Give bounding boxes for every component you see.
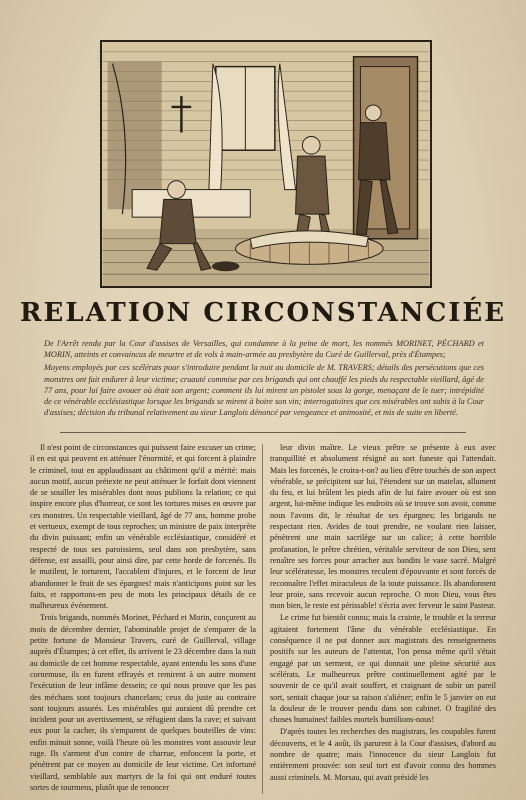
column-divider: [262, 444, 263, 794]
woodcut-illustration: [100, 40, 432, 288]
body-column-right: [270, 442, 496, 798]
body-paragraph: Il n'est point de circonstances qui puissent faire excuser un crime; il en est qui peuvent en atténuer l'énormité, et qui forcent à plaindre le criminel, tout en applaudissant au châtiment qu'il a mérité: mais aucun motif, aucun prétexte ne peut atténuer le forfait dont viennent de se souiller les misérables dont nous publions la relation; ce qui inspire encore plus d'horreur, ce sont les tortures mises en œuvre par ces monstres. Un respectable vieillard, âgé de 77 ans, homme probe et vertueux, exempt de tous reproches; un ministre de paix interprète du divin puissant; enfin un vénérable ecclésiastique, considéré et respecté de tous ses paroissiens, seul dans son presbytère, sans défense, est assailli, pour ainsi dire, par cette horde de forcenés. Ils le mutilent, le torturent, l'accablent d'injures, et le forcent de leur abandonner le fruit de ses épargnes! mais n'anticipons point sur les faits, et rapportons-en peu de mots les principaux détails de ce malheureux événement.: [30, 443, 256, 611]
summary-paragraph-2: Moyens employés par ces scélérats pour s'introduire pendant la nuit au domicile de M. TRAVERS; détails des persécutions que ces monstres ont fait endurer à leur victime; cruauté commise par ces brigands qui ont chauffé les pieds du respectable vieillard, âgé de 77 ans, pour lui faire avouer où était son argent; comment ils lui mirent un pistolet sous la gorge, menaçant de le tuer; intrépidité de ce vénérable ecclésiastique lorsque les brigands se mirent à boire son vin; interrogatoires que ces misérables ont subis à la Cour d'assises; décision du tribunal relativement au sieur Langlois dénoncé par vengeance et animosité, et mis de suite en liberté.: [44, 363, 484, 418]
document-summary: [44, 338, 484, 420]
body-paragraph: Le crime fut bientôt connu; mais la crainte, le trouble et la terreur agitaient fortement l'âme du vénérable ecclésiastique. En conséquence il ne put donner aux magistrats des renseignemens positifs sur les auteurs de l'attentat, l'on pensa même qu'il s'était engagé par un serment, ce qui donnait une pleine sécurité aux scélérats. Le malheureux prêtre continuellement agité par le souvenir de ce qu'il avait souffert, et craignant de subir un pareil sort, sentait chaque jour sa raison s'aliéner; enfin le 5 janvier on eut la douleur de le trouver pendu dans son cabinet. O fragilité des choses humaines! faibles mortels humilions-nous!: [270, 613, 496, 725]
summary-paragraph-1: De l'Arrêt rendu par la Cour d'assises de Versailles, qui condamne à la peine de mort, les nommés MORINET, PÉCHARD et MORIN, atteints et convaincus de meurtre et de vols à main-armée au presbytère du Curé de Guillerval, près d'Étampes;: [44, 339, 484, 360]
body-paragraph: Trois brigands, nommés Morinet, Péchard et Morin, conçurent au mois de décembre dernier, l'abominable projet de s'emparer de la petite fortune de Monsieur Travers, curé de Guillerval, village auprès d'Étampes; à cet effet, ils arrivent le 23 décembre dans la nuit au domicile de cet homme respectable, ayant entendu les sons d'une cornemuse, ils en furent effrayés et remirent à un autre moment l'exécution de leur infâme dessein; ce qui nous prouve que les pas des méchans sont toujours chancelans; ceux du juste au contraire sont toujours assurés. Les misérables qui auraient dû prendre cet incident pour un avertissement, se réfugient dans la cave; et suivant eux pour la cacher, ils s'emparent de quelques bouteilles de vins: enfin minuit sonne, voilà l'heure où les monstres vont assouvir leur rage. Ils s'arment d'un contre de charrue, enfoncent la porte, et pénètrent par ce moyen au domicile de leur victime. Cet infortuné vieillard, semblable aux martyrs de la foi qui ont enduré toutes sortes de tourmens, plutôt que de renoncer: [30, 613, 256, 792]
section-divider-rule: [60, 432, 466, 433]
body-paragraph: leur divin maître. Le vieux prêtre se présente à eux avec tranquillité et absolument résigné au sort funeste qui l'attendait. Mais les forcenés, le croira-t-on? au lieu d'être touchés de son aspect vénérable, se précipitent sur lui, l'étendent sur un matelas, allument du feu, et lui brûlent les pieds afin de lui faire avouer où est son argent, lui-même indique les endroits où se trouve son avoir, comme nous l'avons dit, le résultat de ses épargnes; les brigands ne respectant rien. Avides de tout prendre, ne voulant rien laisser, pénètrent une main sacrilège sur un calice; à cette horrible profanation, le prêtre chrétien, véritable serviteur de son Dieu, sent renaître ses forces pour arracher aux bandits le vase sacré. Malgré leur scélératesse, les monstres reculent d'épouvante et sont forcés de reconnaître l'effet miraculeux de la toute puissance. Ils abandonnent leur proie, sans recevoir aucun reproche. O mon Dieu, vous êtes mon bien, le reste est périssable! s'écria avec ferveur le saint Pasteur.: [270, 443, 496, 611]
woodcut-scene-image: [102, 42, 430, 286]
body-column-left: [30, 442, 256, 798]
document-title: RELATION CIRCONSTANCIÉE: [19, 298, 507, 328]
body-paragraph: D'après toutes les recherches des magistrats, les coupables furent découverts, et le 4 août, ils parurent à la Cour d'assises, d'abord au nombre de quatre; mais l'innocence du sieur Langlois fut entièrement prouvée: son seul tort est d'avoir connu des hommes aussi criminels. M. Morsau, qui avait présidé les: [270, 727, 496, 782]
